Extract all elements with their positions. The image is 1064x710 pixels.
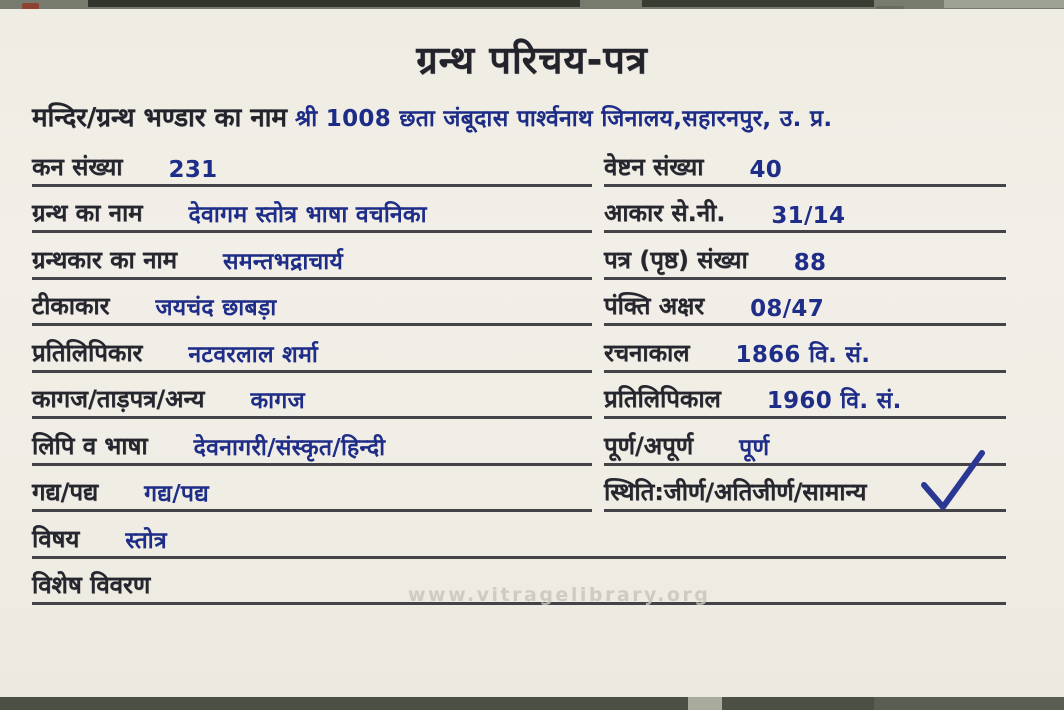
- field-row-composition-date: [604, 326, 1006, 373]
- site-watermark: www.vitragelibrary.org: [408, 584, 711, 606]
- field-value: गद्य/पद्य: [144, 481, 210, 507]
- field-label: ग्रन्थ का नाम: [32, 199, 143, 227]
- field-row-condition: [604, 466, 1006, 513]
- form-grid: [32, 140, 1006, 605]
- card-paper: [0, 9, 1064, 697]
- field-value: देवनागरी/संस्कृत/हिन्दी: [193, 434, 386, 461]
- field-row-granth-name: [32, 187, 592, 234]
- field-value: 40: [749, 156, 783, 183]
- field-row-complete-incomplete: [604, 419, 1006, 466]
- field-label: कन संख्या: [32, 152, 123, 181]
- field-row-copy-date: [604, 373, 1006, 420]
- field-value: 88: [793, 249, 827, 276]
- field-value: 1960 वि. सं.: [766, 388, 902, 414]
- field-row-script-language: [32, 419, 592, 466]
- field-value: 1866 वि. सं.: [735, 341, 871, 368]
- repository-name-row: [32, 98, 1034, 134]
- scan-edge-bottom-right: [874, 697, 1064, 710]
- field-row-material: [32, 373, 592, 420]
- field-row-subject: [32, 512, 1006, 559]
- field-value: कागज: [250, 388, 305, 414]
- field-label: रचनाकाल: [604, 338, 690, 367]
- field-label: टीकाकार: [32, 292, 110, 320]
- field-label: विशेष विवरण: [32, 571, 151, 599]
- field-row-scribe: [32, 326, 592, 373]
- field-row-commentator: [32, 280, 592, 327]
- field-row-bundle-number: [604, 140, 1006, 187]
- field-row-page-count: [604, 233, 1006, 280]
- field-value: 31/14: [771, 203, 846, 229]
- field-value: नटवरलाल शर्मा: [188, 341, 319, 368]
- field-value: 231: [168, 156, 218, 183]
- scan-edge-top-light: [944, 0, 1064, 8]
- field-label: कागज/ताड़पत्र/अन्य: [32, 385, 205, 413]
- field-label: पंक्ति अक्षर: [604, 292, 705, 320]
- field-label: गद्य/पद्य: [32, 478, 99, 506]
- field-value: जयचंद छाबड़ा: [155, 295, 277, 321]
- field-label: लिपि व भाषा: [32, 431, 148, 460]
- scan-edge-top-dark-left: [88, 0, 580, 7]
- field-label: वेष्टन संख्या: [604, 152, 704, 181]
- field-label: स्थिति:जीर्ण/अतिजीर्ण/सामान्य: [604, 478, 867, 506]
- field-row-size-cm: [604, 187, 1006, 234]
- field-row-serial-number: [32, 140, 592, 187]
- repository-name-label: मन्दिर/ग्रन्थ भण्डार का नाम: [32, 103, 287, 133]
- field-value: स्तोत्र: [125, 527, 167, 554]
- field-label: ग्रन्थकार का नाम: [32, 245, 177, 274]
- field-label: प्रतिलिपिकार: [32, 338, 143, 367]
- card-title: ग्रन्थ परिचय-पत्र: [416, 38, 648, 82]
- field-value: देवागम स्तोत्र भाषा वचनिका: [188, 202, 427, 228]
- scan-edge-top-dark-right: [642, 0, 874, 7]
- field-label: विषय: [32, 524, 80, 553]
- field-label: पत्र (पृष्ठ) संख्या: [604, 245, 748, 274]
- field-value: 08/47: [750, 296, 825, 322]
- repository-name-value: श्री 1008 छता जंबूदास पार्श्वनाथ जिनालय,सहारनपुर, उ. प्र.: [294, 106, 833, 132]
- field-label: आकार से.नी.: [604, 199, 726, 227]
- field-label: पूर्ण/अपूर्ण: [604, 431, 694, 460]
- field-row-prose-verse: [32, 466, 592, 513]
- field-value: समन्तभद्राचार्य: [223, 248, 344, 275]
- field-label: प्रतिलिपिकाल: [604, 385, 721, 413]
- field-row-author-name: [32, 233, 592, 280]
- scan-edge-bottom-notch: [688, 697, 722, 710]
- field-row-lines-letters: [604, 280, 1006, 327]
- field-value: पूर्ण: [739, 434, 770, 461]
